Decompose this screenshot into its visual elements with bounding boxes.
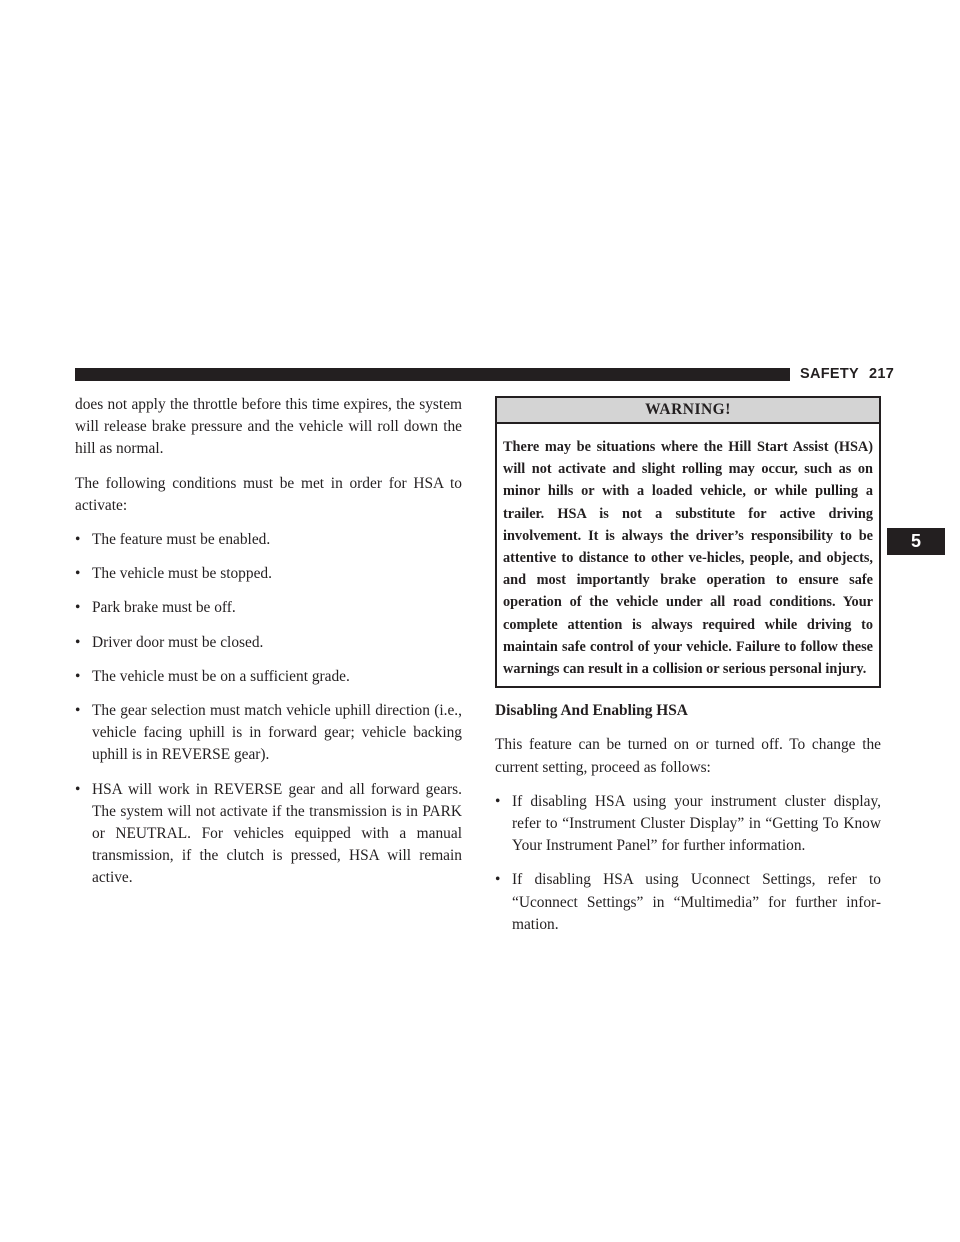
section-title: SAFETY	[800, 366, 859, 382]
bullet-icon: •	[75, 531, 81, 549]
paragraph: This feature can be turned on or turned off. To change the current setting, proceed as follows:	[495, 736, 881, 776]
right-column	[495, 396, 881, 948]
chapter-tab: 5	[887, 528, 945, 555]
bullet-icon: •	[75, 599, 81, 617]
section-heading: Disabling And Enabling HSA	[495, 702, 688, 720]
bullet-icon: •	[75, 702, 81, 720]
header-rule	[75, 368, 790, 381]
list-item: • If disabling HSA using Uconnect Settings, refer to “Uconnect Settings” in “Multimedia” for further infor-mation.	[495, 871, 881, 933]
warning-text: There may be situations where the Hill Start Assist (HSA) will not activate and slight rolling may occur, such as on minor hills or with a loaded vehicle, or while pulling a trailer. HSA is not a substitute for active driving involvement. It is always the driver’s responsibility to be attentive to distance to other ve-hicles, people, and objects, and most importantly brake operation to ensure safe operation of the vehicle under all road conditions. Your complete attention is always required while driving to maintain safe control of your vehicle. Failure to follow these warnings can result in a collision or serious personal injury.	[503, 439, 873, 678]
list-item: • Park brake must be off.	[75, 597, 462, 619]
warning-box	[495, 396, 881, 688]
list-item: • If disabling HSA using your instrument cluster display, refer to “Instrument Cluster Display” in “Getting To Know Your Instrument Panel” for further information.	[495, 792, 881, 855]
bullet-icon: •	[495, 871, 501, 889]
bullet-icon: •	[75, 565, 81, 583]
bullet-icon: •	[75, 633, 81, 651]
paragraph: The following conditions must be met in order for HSA to activate:	[75, 474, 462, 514]
list-item: • The vehicle must be stopped.	[75, 563, 462, 585]
steps-list	[495, 791, 881, 936]
bullet-icon: •	[75, 780, 81, 798]
page-number: 217	[869, 366, 895, 382]
conditions-list	[75, 529, 462, 890]
list-item: • HSA will work in REVERSE gear and all forward gears. The system will not activate if the transmission is in PARK or NEUTRAL. For vehicles equipped with a manual transmission, if the clutch is pressed, HSA will remain active.	[75, 780, 462, 887]
paragraph: does not apply the throttle before this time expires, the system will release brake pressure and the vehicle will roll down the hill as normal.	[75, 396, 462, 458]
running-header	[800, 364, 894, 384]
bullet-icon: •	[495, 792, 501, 810]
list-item: • The feature must be enabled.	[75, 529, 462, 551]
bullet-icon: •	[75, 667, 81, 685]
list-item: • Driver door must be closed.	[75, 632, 462, 654]
list-item: • The gear selection must match vehicle uphill direction (i.e., vehicle facing uphill is in forward gear; vehicle backing uphill is in REVERSE gear).	[75, 702, 462, 764]
warning-title: WARNING!	[497, 398, 879, 424]
left-column	[75, 394, 462, 902]
list-item: • The vehicle must be on a sufficient grade.	[75, 666, 462, 688]
